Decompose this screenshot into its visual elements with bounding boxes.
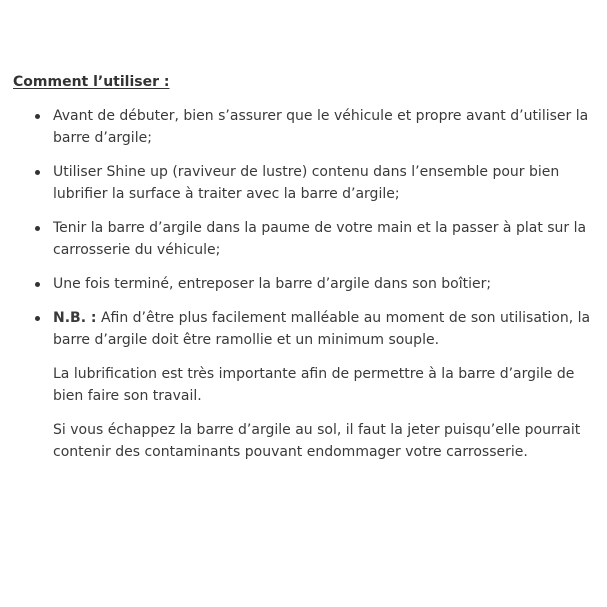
note-item bbox=[13, 307, 601, 351]
list-item: Utiliser Shine up (raviveur de lustre) contenu dans l’ensemble pour bien lubrifier la surface à traiter avec la barre d’argile; bbox=[13, 161, 601, 205]
note-text: Afin d’être plus facilement malléable au moment de son utilisation, la barre d’argile doit être ramollie et un minimum souple. bbox=[53, 310, 591, 348]
note-paragraph: La lubrification est très importante afin de permettre à la barre d’argile de bien faire son travail. bbox=[53, 366, 575, 404]
note-label: N.B. : bbox=[53, 310, 97, 326]
instructions-section bbox=[13, 72, 601, 475]
instructions-list bbox=[13, 105, 601, 351]
list-item: Une fois terminé, entreposer la barre d’argile dans son boîtier; bbox=[13, 273, 601, 295]
section-heading: Comment l’utiliser : bbox=[13, 74, 170, 90]
note-paragraph: Si vous échappez la barre d’argile au sol, il faut la jeter puisqu’elle pourrait contenir des contaminants pouvant endommager votre carrosserie. bbox=[53, 422, 581, 460]
list-item: Tenir la barre d’argile dans la paume de votre main et la passer à plat sur la carrosserie du véhicule; bbox=[13, 217, 601, 261]
list-item: Avant de débuter, bien s’assurer que le véhicule et propre avant d’utiliser la barre d’argile; bbox=[13, 105, 601, 149]
